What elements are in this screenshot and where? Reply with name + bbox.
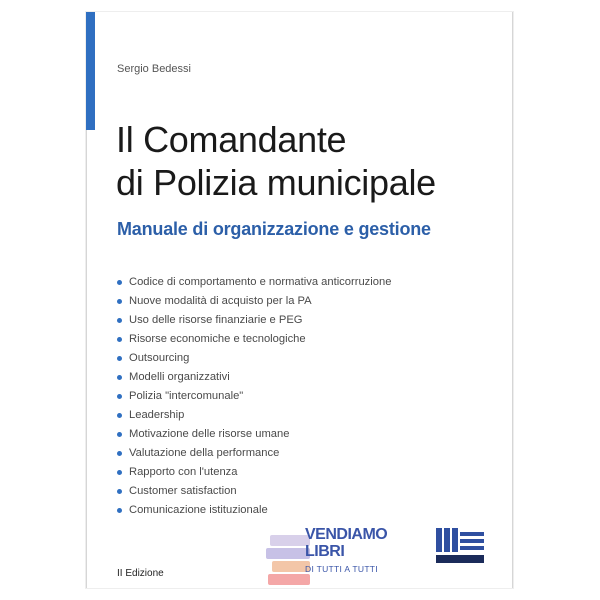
- vendiamo-libri-stamp: [262, 527, 422, 587]
- accent-bar: [86, 12, 95, 130]
- topic-item: Modelli organizzativi: [117, 368, 391, 387]
- stamp-tagline: DI TUTTI A TUTTI: [305, 564, 378, 574]
- bullet-icon: [117, 280, 122, 285]
- topic-item: Comunicazione istituzionale: [117, 501, 391, 520]
- topic-item: Risorse economiche e tecnologiche: [117, 330, 391, 349]
- author-name: Sergio Bedessi: [117, 63, 191, 75]
- bullet-icon: [117, 489, 122, 494]
- topic-item: Uso delle risorse finanziarie e PEG: [117, 311, 391, 330]
- bullet-icon: [117, 470, 122, 475]
- topic-item: Outsourcing: [117, 349, 391, 368]
- bullet-icon: [117, 318, 122, 323]
- topic-item: Valutazione della performance: [117, 444, 391, 463]
- bullet-icon: [117, 508, 122, 513]
- topics-list: [117, 273, 391, 520]
- topic-item: Rapporto con l'utenza: [117, 463, 391, 482]
- bullet-icon: [117, 337, 122, 342]
- bullet-icon: [117, 394, 122, 399]
- publisher-logo-icon: [432, 526, 488, 566]
- book-subtitle: Manuale di organizzazione e gestione: [117, 219, 431, 239]
- title-line-2: di Polizia municipale: [116, 162, 436, 203]
- stamp-line-1: VENDIAMO: [305, 526, 388, 543]
- bullet-icon: [117, 432, 122, 437]
- bullet-icon: [117, 375, 122, 380]
- topic-item: Motivazione delle risorse umane: [117, 425, 391, 444]
- bullet-icon: [117, 451, 122, 456]
- title-line-1: Il Comandante: [116, 119, 347, 160]
- bullet-icon: [117, 413, 122, 418]
- book-title: [116, 118, 436, 204]
- stamp-heading: [305, 527, 387, 560]
- topic-item: Codice di comportamento e normativa anticorruzione: [117, 273, 391, 292]
- stamp-line-2: LIBRI: [305, 543, 345, 560]
- bullet-icon: [117, 299, 122, 304]
- topic-item: Customer satisfaction: [117, 482, 391, 501]
- edition-label: II Edizione: [117, 568, 164, 579]
- topic-item: Polizia "intercomunale": [117, 387, 391, 406]
- book-cover: [86, 12, 513, 588]
- bullet-icon: [117, 356, 122, 361]
- topic-item: Nuove modalità di acquisto per la PA: [117, 292, 391, 311]
- topic-item: Leadership: [117, 406, 391, 425]
